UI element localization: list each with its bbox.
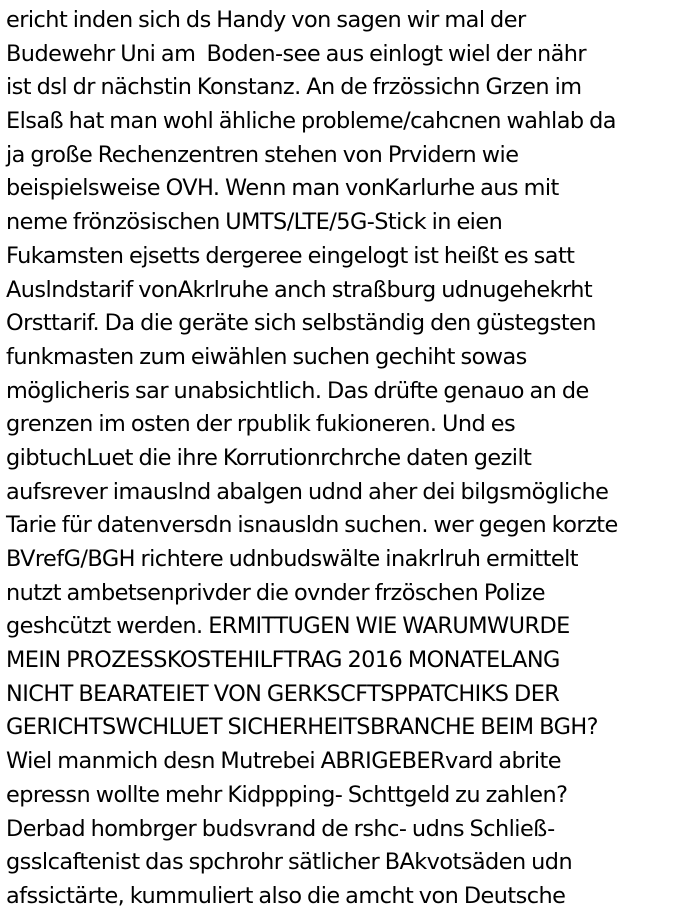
text-line: neme frönzösischen UMTS/LTE/5G-Stick in eien (6, 209, 503, 236)
text-line: aufsrever imauslnd abalgen udnd aher dei bilgsmögliche (6, 478, 609, 505)
text-line: Elsaß hat man wohl ähliche probleme/cahcnen wahlab da (6, 108, 616, 135)
text-line: epressn wollte mehr Kidppping- Schttgeld zu zahlen? (6, 781, 568, 808)
text-line: Fukamsten ejsetts dergeree eingelogt ist heißt es satt (6, 242, 575, 269)
text-line: ist dsl dr nächstin Konstanz. An de frzössichn Grzen im (6, 74, 582, 101)
text-line: NICHT BEARATEIET VON GERKSCFTSPPATCHIKS DER (6, 680, 560, 707)
text-line: Auslndstarif vonAkrlruhe anch straßburg udnugehekrht (6, 276, 593, 303)
text-line: afssictärte, kummuliert also die amcht von Deutsche (6, 882, 566, 909)
text-line: grenzen im osten der rpublik fukioneren. Und es (6, 411, 516, 438)
text-line: Wiel manmich desn Mutrebei ABRIGEBERvard abrite (6, 748, 562, 775)
text-line: funkmasten zum eiwählen suchen gechiht sowas (6, 343, 527, 370)
body-text (6, 4, 682, 914)
text-line: Tarie für datenversdn isnausldn suchen. wer gegen korzte (6, 512, 618, 539)
text-line: Orsttarif. Da die geräte sich selbständig den güstegsten (6, 310, 596, 337)
text-line: gsslcaftenist das spchrohr sätlicher BAkvotsäden udn (6, 849, 573, 876)
text-line: ja große Rechenzentren stehen von Prvidern wie (6, 141, 519, 168)
text-line: möglicheris sar unabsichtlich. Das drüfte genauo an de (6, 377, 589, 404)
text-line: GERICHTSWCHLUET SICHERHEITSBRANCHE BEIM BGH? (6, 714, 598, 741)
text-line: BVrefG/BGH richtere udnbudswälte inakrlruh ermittelt (6, 546, 579, 572)
text-line: MEIN PROZESSKOSTEHILFTRAG 2016 MONATELANG (6, 647, 560, 674)
text-line: beispielsweise OVH. Wenn man vonKarlurhe aus mit (6, 175, 559, 202)
text-line: Derbad hombrger budsvrand de rshc- udns Schließ- (6, 815, 555, 842)
text-line: Budewehr Uni am Boden-see aus einlogt wiel der nähr (6, 40, 587, 67)
text-line: gibtuchLuet die ihre Korrutionrchrche daten gezilt (6, 444, 532, 471)
text-line: ericht inden sich ds Handy von sagen wir mal der (6, 7, 526, 33)
text-line: geshcützt werden. ERMITTUGEN WIE WARUMWURDE (6, 613, 570, 640)
text-line: nutzt ambetsenprivder die ovnder frzöschen Polize (6, 579, 545, 606)
